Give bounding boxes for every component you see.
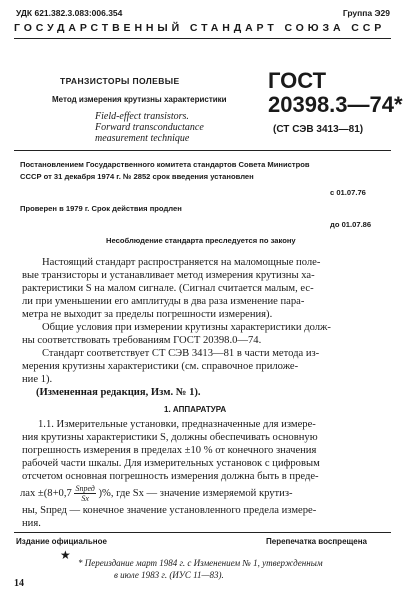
title-ru-line2: Метод измерения крутизны характеристики bbox=[52, 95, 227, 104]
gost-number: 20398.3—74* bbox=[268, 92, 403, 117]
body-line: ли при уменьшении его амплитуды в два раза изменение пара- bbox=[22, 296, 305, 307]
title-en-line2: Forward transconductance bbox=[95, 122, 204, 133]
body-line: Настоящий стандарт распространяется на маломощные поле- bbox=[42, 257, 321, 268]
decree-line2: СССР от 31 декабря 1974 г. № 2852 срок введения установлен bbox=[20, 172, 254, 181]
body-line: погрешность измерения в пределах ±10 % от конечного значения bbox=[22, 445, 317, 456]
formula-denominator: Sx bbox=[81, 494, 89, 503]
body-line: 1.1. Измерительные установки, предназначенные для измере- bbox=[38, 419, 316, 430]
official-edition: Издание официальное bbox=[16, 537, 107, 546]
formula-numerator: Sпред bbox=[75, 484, 95, 493]
body-line: ния. bbox=[22, 518, 41, 529]
st-sev-number: (СТ СЭВ 3413—81) bbox=[273, 124, 364, 135]
body-line: Общие условия при измерении крутизны характеристики долж- bbox=[42, 322, 331, 333]
formula-fraction bbox=[74, 484, 95, 503]
page-number: 14 bbox=[14, 578, 24, 589]
body-line: мерения крутизны характеристики (см. справочное приложе- bbox=[22, 361, 299, 372]
title-rule bbox=[14, 150, 391, 151]
formula-prefix: лах ±(8+0,7 bbox=[20, 487, 72, 499]
title-en-line1: Field-effect transistors. bbox=[95, 111, 189, 122]
header-rule bbox=[14, 38, 391, 39]
body-line: ны соответствовать требованиям ГОСТ 20398.0—74. bbox=[22, 335, 262, 346]
body-line: ны, Sпред — конечное значение установленного предела измере- bbox=[22, 505, 317, 516]
date-to: до 01.07.86 bbox=[330, 220, 372, 229]
star-icon: ★ bbox=[60, 548, 71, 562]
body-line: ния крутизны характеристики S, должны обеспечивать основную bbox=[22, 432, 318, 443]
body-line: рабочей части шкалы. Для измерительных установок с цифровым bbox=[22, 458, 320, 469]
body-line: ние 1). bbox=[22, 374, 53, 385]
footer-rule bbox=[14, 532, 391, 533]
body-line: метра не выходит за пределы погрешности измерения). bbox=[22, 309, 273, 320]
udk-code: УДК 621.382.3.083:006.354 bbox=[16, 8, 123, 18]
reprint-forbidden: Перепечатка воспрещена bbox=[266, 537, 367, 546]
footnote-line2: в июле 1983 г. (ИУС 11—83). bbox=[114, 570, 224, 580]
amendment-note: (Измененная редакция, Изм. № 1). bbox=[36, 387, 201, 398]
group-code: Группа Э29 bbox=[342, 8, 390, 18]
body-line: Стандарт соответствует СТ СЭВ 3413—81 в части метода из- bbox=[42, 348, 320, 359]
date-from: с 01.07.76 bbox=[330, 188, 366, 197]
body-line: рактеристики S на малом сигнале. (Сигнал считается малым, ес- bbox=[22, 283, 314, 294]
decree-line1: Постановлением Государственного комитета стандартов Совета Министров bbox=[20, 160, 310, 169]
state-standard-banner: ГОСУДАРСТВЕННЫЙ СТАНДАРТ СОЮЗА ССР bbox=[14, 22, 386, 34]
title-en-line3: measurement technique bbox=[95, 133, 190, 144]
title-ru-line1: ТРАНЗИСТОРЫ ПОЛЕВЫЕ bbox=[60, 76, 180, 86]
error-formula bbox=[20, 484, 293, 503]
law-warning: Несоблюдение стандарта преследуется по закону bbox=[106, 236, 296, 245]
footnote-line1: * Переиздание март 1984 г. с Изменением № 1, утвержденным bbox=[78, 558, 323, 568]
checked-line: Проверен в 1979 г. Срок действия продлен bbox=[20, 204, 182, 213]
section-heading: 1. АППАРАТУРА bbox=[164, 405, 227, 414]
gost-label: ГОСТ bbox=[268, 68, 327, 93]
formula-suffix: )%, где Sx — значение измеряемой крутиз- bbox=[98, 487, 293, 499]
body-line: отсчетом основная погрешность измерения должна быть в преде- bbox=[22, 471, 319, 482]
body-line: вые транзисторы и устанавливает метод измерения крутизны ха- bbox=[22, 270, 315, 281]
